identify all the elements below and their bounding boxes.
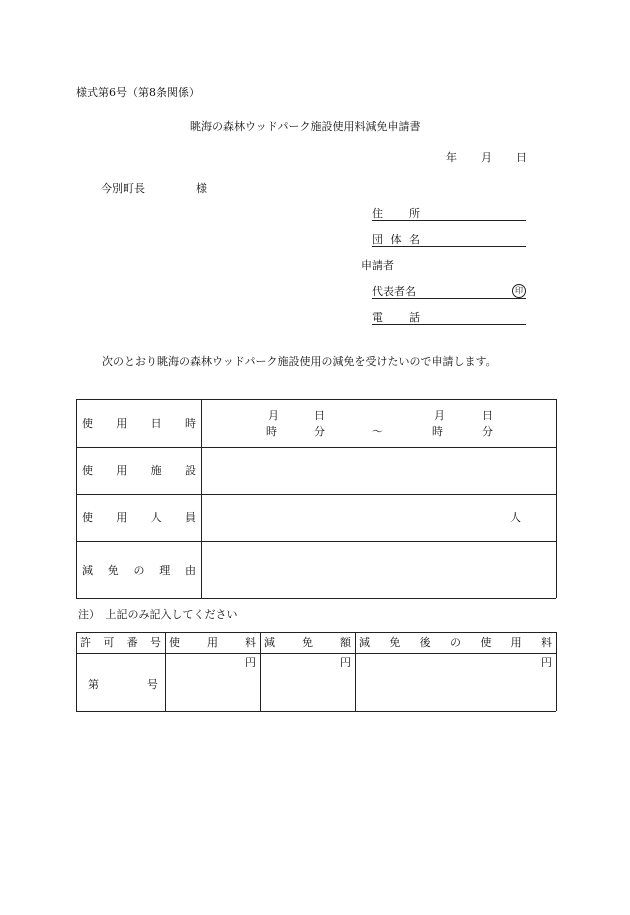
date-year: 年 (446, 151, 457, 164)
applicant-label: 申請者 (361, 259, 394, 272)
address-line[interactable] (372, 220, 526, 221)
start-hour: 時 (266, 425, 277, 438)
yen-usage-fee: 円 (245, 656, 256, 669)
yen-fee-after-reduction: 円 (541, 656, 552, 669)
header-permit-number: 許 可 番 号 (80, 636, 161, 649)
page-title: 眺海の森林ウッドパーク施設使用料減免申請書 (190, 120, 421, 133)
start-day: 日 (314, 409, 325, 422)
row-label-usage-facility: 使 用 施 設 (82, 464, 196, 477)
date-month: 月 (481, 151, 492, 164)
group-name-label: 団 体 名 (372, 233, 420, 246)
representative-label: 代表者名 (372, 285, 416, 298)
row-label-reduction-reason: 減 免 の 理 由 (82, 564, 196, 577)
permit-prefix: 第 (88, 678, 99, 691)
end-month: 月 (434, 409, 445, 422)
range-tilde: ～ (372, 425, 383, 438)
header-reduction-amount: 減 免 額 (264, 636, 351, 649)
end-day: 日 (482, 409, 493, 422)
addressee: 今別町長 (101, 182, 145, 195)
start-month: 月 (268, 409, 279, 422)
form-number: 様式第6号（第8条関係） (76, 86, 200, 99)
row-label-usage-people: 使 用 人 員 (82, 511, 196, 524)
people-unit: 人 (510, 511, 521, 524)
phone-label: 電 話 (372, 311, 420, 324)
end-hour: 時 (432, 425, 443, 438)
yen-reduction-amount: 円 (340, 656, 351, 669)
addressee-suffix: 様 (196, 182, 207, 195)
start-minute: 分 (314, 425, 325, 438)
date-day: 日 (516, 151, 527, 164)
note-text: 注） 上記のみ記入してください (78, 608, 238, 621)
header-usage-fee: 使 用 料 (169, 636, 256, 649)
permit-suffix: 号 (147, 678, 158, 691)
row-label-usage-datetime: 使 用 日 時 (82, 417, 196, 430)
end-minute: 分 (482, 425, 493, 438)
header-fee-after-reduction: 減 免 後 の 使 用 料 (359, 636, 552, 649)
intro-text: 次のとおり眺海の森林ウッドパーク施設使用の減免を受けたいので申請します。 (102, 355, 497, 368)
address-label: 住 所 (372, 207, 420, 220)
group-name-line[interactable] (372, 246, 526, 247)
seal-mark: 印 (512, 284, 526, 298)
representative-line[interactable] (372, 298, 526, 299)
phone-line[interactable] (372, 324, 526, 325)
